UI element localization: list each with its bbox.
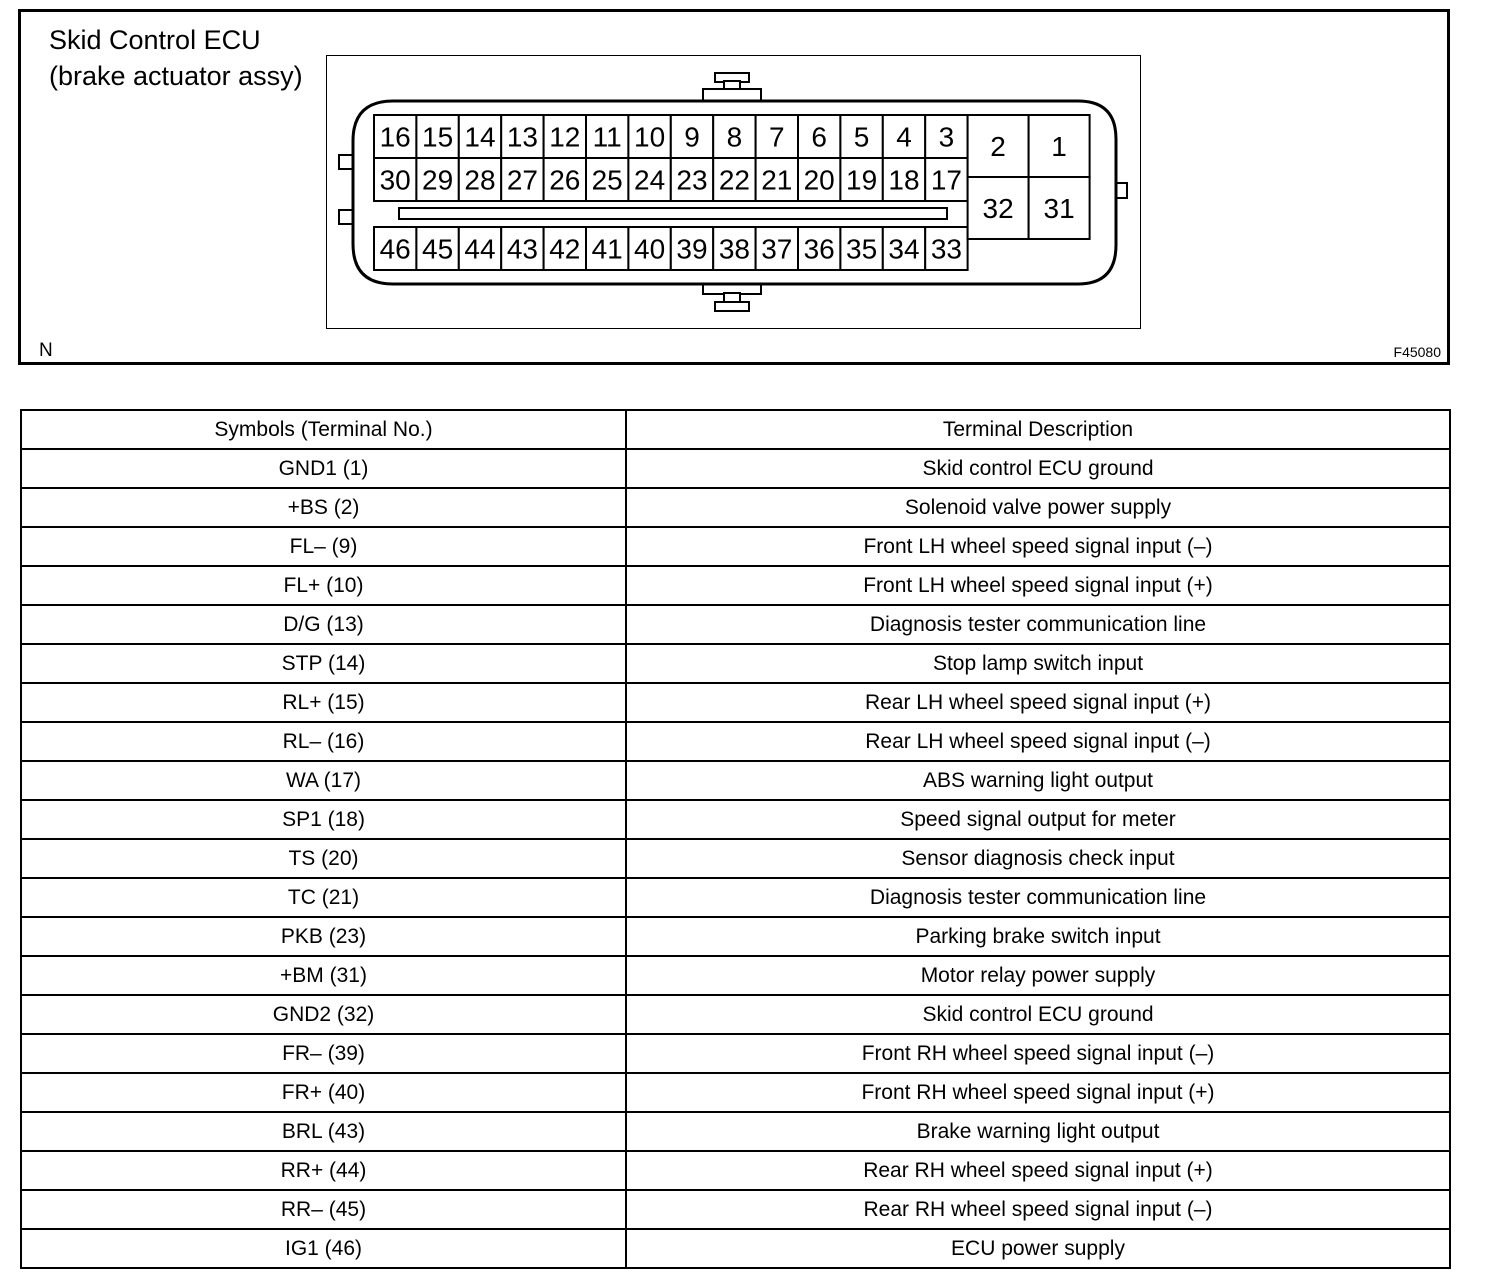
- ecu-connector: [21, 12, 1453, 368]
- pin-number: 44: [464, 233, 496, 265]
- table-row: [21, 839, 1450, 878]
- terminal-description: Front RH wheel speed signal input (–): [626, 1034, 1450, 1073]
- terminal-description: Diagnosis tester communication line: [626, 878, 1450, 917]
- pin-number: 37: [761, 233, 793, 265]
- pin-number: 34: [888, 233, 920, 265]
- connector-pin: [586, 115, 628, 158]
- pin-number: 3: [938, 121, 955, 153]
- connector-pin: [840, 227, 882, 270]
- pin-number: 19: [846, 164, 878, 196]
- connector-pin: [1029, 177, 1090, 239]
- connector-pin: [968, 115, 1029, 177]
- connector-pin: [840, 158, 882, 201]
- table-row: [21, 1190, 1450, 1229]
- connector-pin: [798, 227, 840, 270]
- pin-number: 39: [676, 233, 708, 265]
- table-row: [21, 683, 1450, 722]
- terminal-description: Rear RH wheel speed signal input (+): [626, 1151, 1450, 1190]
- terminal-symbol: FL– (9): [21, 527, 626, 566]
- connector-pin: [1029, 115, 1090, 177]
- pin-number: 7: [769, 121, 785, 153]
- pin-number: 21: [761, 164, 793, 196]
- connector-pin: [883, 158, 925, 201]
- connector-pin: [374, 158, 416, 201]
- connector-pin: [925, 227, 967, 270]
- pin-number: 11: [592, 121, 622, 153]
- connector-pin: [968, 177, 1029, 239]
- pin-number: 40: [634, 233, 666, 265]
- terminal-description: Sensor diagnosis check input: [626, 839, 1450, 878]
- terminal-description: ABS warning light output: [626, 761, 1450, 800]
- connector-pin: [544, 158, 586, 201]
- connector-pin: [713, 115, 755, 158]
- pin-number: 2: [990, 131, 1006, 163]
- pin-number: 35: [846, 233, 878, 265]
- connector-pin: [840, 115, 882, 158]
- connector-pin: [501, 115, 543, 158]
- pin-number: 26: [549, 164, 581, 196]
- pin-number: 1: [1051, 131, 1067, 163]
- terminal-description: Speed signal output for meter: [626, 800, 1450, 839]
- terminal-symbol: +BS (2): [21, 488, 626, 527]
- table-row: [21, 605, 1450, 644]
- connector-pin: [459, 227, 501, 270]
- terminal-description: Motor relay power supply: [626, 956, 1450, 995]
- connector-pin: [883, 115, 925, 158]
- corner-label: N: [39, 340, 53, 361]
- pin-number: 5: [853, 121, 870, 153]
- figure-code: F45080: [1393, 344, 1441, 360]
- terminal-symbol: +BM (31): [21, 956, 626, 995]
- connector-pin: [671, 115, 713, 158]
- table-row: [21, 1034, 1450, 1073]
- connector-pin: [628, 227, 670, 270]
- connector-pin: [628, 158, 670, 201]
- pin-number: 23: [676, 164, 708, 196]
- terminal-symbol: RR– (45): [21, 1190, 626, 1229]
- terminal-symbol: FL+ (10): [21, 566, 626, 605]
- diagram-title-line1: Skid Control ECU: [49, 25, 261, 55]
- terminal-description: Parking brake switch input: [626, 917, 1450, 956]
- connector-pin: [586, 227, 628, 270]
- connector-pin: [756, 158, 798, 201]
- connector-pin: [756, 115, 798, 158]
- table-row: [21, 878, 1450, 917]
- pin-number: 46: [379, 233, 411, 265]
- table-row: [21, 644, 1450, 683]
- terminal-symbol: RR+ (44): [21, 1151, 626, 1190]
- terminal-description: Rear LH wheel speed signal input (+): [626, 683, 1450, 722]
- terminal-symbol: BRL (43): [21, 1112, 626, 1151]
- table-body: [21, 449, 1450, 1268]
- table-row: [21, 722, 1450, 761]
- table-row: [21, 1073, 1450, 1112]
- pin-number: 38: [718, 233, 750, 265]
- terminal-description: Front LH wheel speed signal input (+): [626, 566, 1450, 605]
- terminal-symbol: RL+ (15): [21, 683, 626, 722]
- pin-number: 13: [506, 121, 538, 153]
- pin-number: 20: [803, 164, 835, 196]
- terminal-description: Rear RH wheel speed signal input (–): [626, 1190, 1450, 1229]
- terminal-description: Front RH wheel speed signal input (+): [626, 1073, 1450, 1112]
- connector-pin: [798, 158, 840, 201]
- pin-number: 22: [718, 164, 750, 196]
- terminal-description: Front LH wheel speed signal input (–): [626, 527, 1450, 566]
- terminal-description: ECU power supply: [626, 1229, 1450, 1268]
- header-symbols: Symbols (Terminal No.): [21, 410, 626, 449]
- connector-pin: [713, 158, 755, 201]
- table-header-row: [21, 410, 1450, 449]
- table-row: [21, 527, 1450, 566]
- pin-number: 14: [464, 121, 496, 153]
- terminal-table: [20, 409, 1451, 1269]
- terminal-symbol: GND1 (1): [21, 449, 626, 488]
- terminal-description: Solenoid valve power supply: [626, 488, 1450, 527]
- pin-number: 12: [549, 121, 581, 153]
- diagram-title-line2: (brake actuator assy): [49, 61, 303, 91]
- table-row: [21, 1229, 1450, 1268]
- terminal-symbol: SP1 (18): [21, 800, 626, 839]
- terminal-symbol: WA (17): [21, 761, 626, 800]
- top-latch: [703, 73, 761, 101]
- terminal-symbol: GND2 (32): [21, 995, 626, 1034]
- pin-number: 28: [464, 164, 496, 196]
- connector-pin: [416, 115, 458, 158]
- terminal-description: Skid control ECU ground: [626, 995, 1450, 1034]
- pin-number: 36: [803, 233, 835, 265]
- table-row: [21, 1112, 1450, 1151]
- table-row: [21, 449, 1450, 488]
- connector-pin: [544, 227, 586, 270]
- table-row: [21, 917, 1450, 956]
- connector-pin: [671, 227, 713, 270]
- pin-number: 42: [549, 233, 581, 265]
- pin-number: 32: [982, 193, 1014, 225]
- key-slot: [399, 208, 947, 219]
- connector-diagram-frame: [18, 9, 1450, 365]
- terminal-description: Rear LH wheel speed signal input (–): [626, 722, 1450, 761]
- pin-number: 24: [634, 164, 666, 196]
- table-row: [21, 761, 1450, 800]
- connector-pin: [671, 158, 713, 201]
- terminal-symbol: TS (20): [21, 839, 626, 878]
- connector-pin: [628, 115, 670, 158]
- terminal-symbol: D/G (13): [21, 605, 626, 644]
- connector-pin: [883, 227, 925, 270]
- terminal-symbol: STP (14): [21, 644, 626, 683]
- connector-pin: [925, 115, 967, 158]
- connector-pin: [459, 115, 501, 158]
- pin-number: 18: [888, 164, 920, 196]
- terminal-description: Skid control ECU ground: [626, 449, 1450, 488]
- terminal-symbol: RL– (16): [21, 722, 626, 761]
- connector-pin: [501, 158, 543, 201]
- table-row: [21, 1151, 1450, 1190]
- pin-number: 27: [506, 164, 538, 196]
- connector-pin: [544, 115, 586, 158]
- pin-number: 31: [1043, 193, 1075, 225]
- connector-pin: [416, 158, 458, 201]
- pin-number: 45: [422, 233, 454, 265]
- terminal-symbol: FR– (39): [21, 1034, 626, 1073]
- pin-number: 17: [930, 164, 962, 196]
- terminal-symbol: IG1 (46): [21, 1229, 626, 1268]
- terminal-description: Diagnosis tester communication line: [626, 605, 1450, 644]
- table-row: [21, 488, 1450, 527]
- pin-number: 15: [422, 121, 454, 153]
- pin-number: 6: [811, 121, 827, 153]
- header-description: Terminal Description: [626, 410, 1450, 449]
- connector-pin: [374, 227, 416, 270]
- connector-pin: [925, 158, 967, 201]
- table-row: [21, 566, 1450, 605]
- connector-pin: [459, 158, 501, 201]
- table-row: [21, 995, 1450, 1034]
- terminal-description: Brake warning light output: [626, 1112, 1450, 1151]
- terminal-symbol: PKB (23): [21, 917, 626, 956]
- pin-number: 41: [591, 233, 623, 265]
- pin-number: 43: [506, 233, 538, 265]
- terminal-symbol: TC (21): [21, 878, 626, 917]
- pin-number: 30: [379, 164, 411, 196]
- pin-number: 16: [379, 121, 411, 153]
- table-row: [21, 800, 1450, 839]
- pin-number: 29: [422, 164, 454, 196]
- pin-number: 4: [896, 121, 912, 153]
- connector-pin: [713, 227, 755, 270]
- connector-pin: [798, 115, 840, 158]
- pin-number: 10: [634, 121, 666, 153]
- terminal-symbol: FR+ (40): [21, 1073, 626, 1112]
- connector-pin: [374, 115, 416, 158]
- connector-pin: [501, 227, 543, 270]
- bottom-latch: [703, 282, 761, 311]
- connector-pin: [586, 158, 628, 201]
- pin-number: 33: [930, 233, 962, 265]
- connector-pin: [416, 227, 458, 270]
- terminal-description: Stop lamp switch input: [626, 644, 1450, 683]
- pin-number: 9: [684, 121, 700, 153]
- connector-pin: [756, 227, 798, 270]
- pin-number: 25: [591, 164, 623, 196]
- pin-number: 8: [726, 121, 743, 153]
- table-row: [21, 956, 1450, 995]
